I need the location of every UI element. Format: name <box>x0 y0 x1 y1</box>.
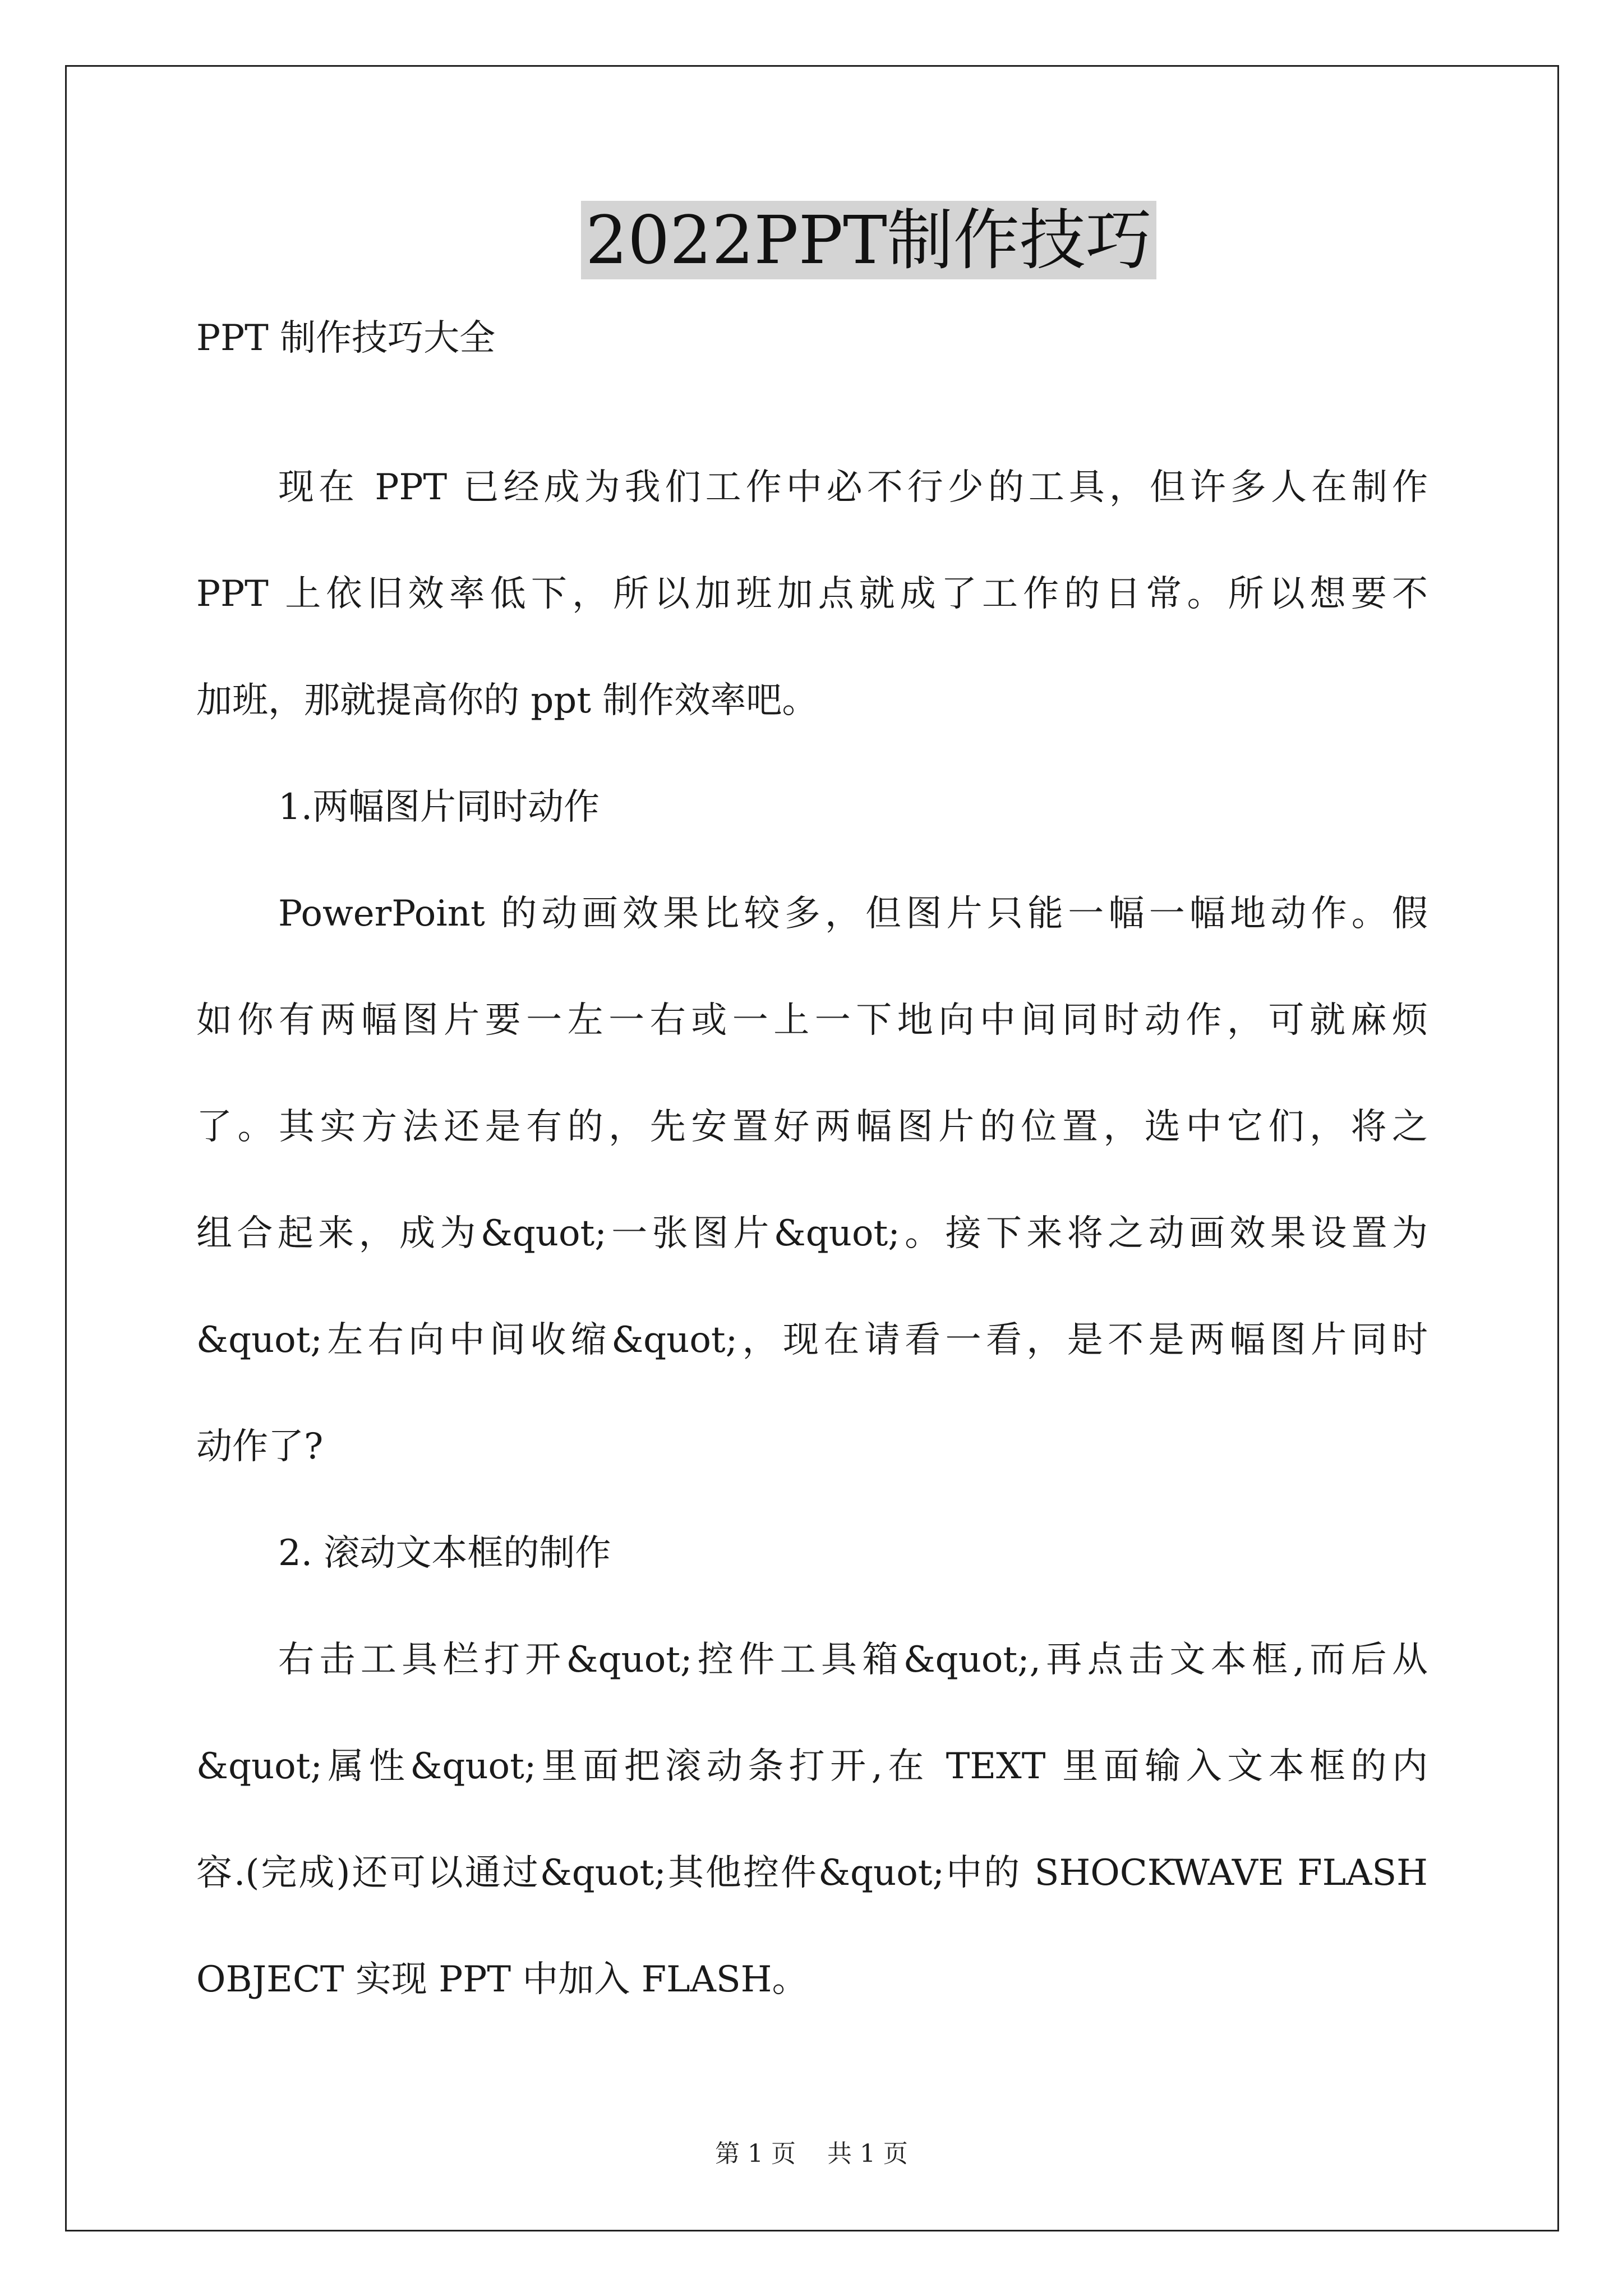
paragraph-line: 如你有两幅图片要一左一右或一上一下地向中间同时动作，可就麻烦 <box>196 1000 1428 1041</box>
paragraph-line: &quot;属性&quot;里面把滚动条打开,在 TEXT 里面输入文本框的内 <box>196 1746 1428 1787</box>
paragraph-line: 现在 PPT 已经成为我们工作中必不行少的工具，但许多人在制作 <box>278 467 1428 508</box>
section-heading-2: 2. 滚动文本框的制作 <box>278 1533 611 1574</box>
paragraph-line: 容.(完成)还可以通过&quot;其他控件&quot;中的 SHOCKWAVE FLASH <box>196 1852 1428 1894</box>
paragraph-line: &quot;左右向中间收缩&quot;，现在请看一看，是不是两幅图片同时 <box>196 1319 1428 1361</box>
page-number-footer: 第 1 页 共 1 页 <box>715 2139 908 2168</box>
paragraph-line: PPT 上依旧效率低下，所以加班加点就成了工作的日常。所以想要不 <box>196 573 1428 615</box>
document-title: 2022PPT制作技巧 <box>581 201 1156 279</box>
paragraph-line: 了。其实方法还是有的，先安置好两幅图片的位置，选中它们，将之 <box>196 1106 1428 1148</box>
paragraph-line: PowerPoint 的动画效果比较多，但图片只能一幅一幅地动作。假 <box>278 893 1428 935</box>
paragraph-line: 加班，那就提高你的 ppt 制作效率吧。 <box>196 680 818 721</box>
paragraph-line: 组合起来，成为&quot;一张图片&quot;。接下来将之动画效果设置为 <box>196 1213 1428 1254</box>
paragraph-line: OBJECT 实现 PPT 中加入 FLASH。 <box>196 1959 808 2000</box>
document-subtitle: PPT 制作技巧大全 <box>196 318 496 359</box>
section-heading-1: 1.两幅图片同时动作 <box>278 786 600 828</box>
paragraph-line: 右击工具栏打开&quot;控件工具箱&quot;,再点击文本框,而后从 <box>278 1639 1428 1681</box>
paragraph-line: 动作了? <box>196 1426 324 1467</box>
